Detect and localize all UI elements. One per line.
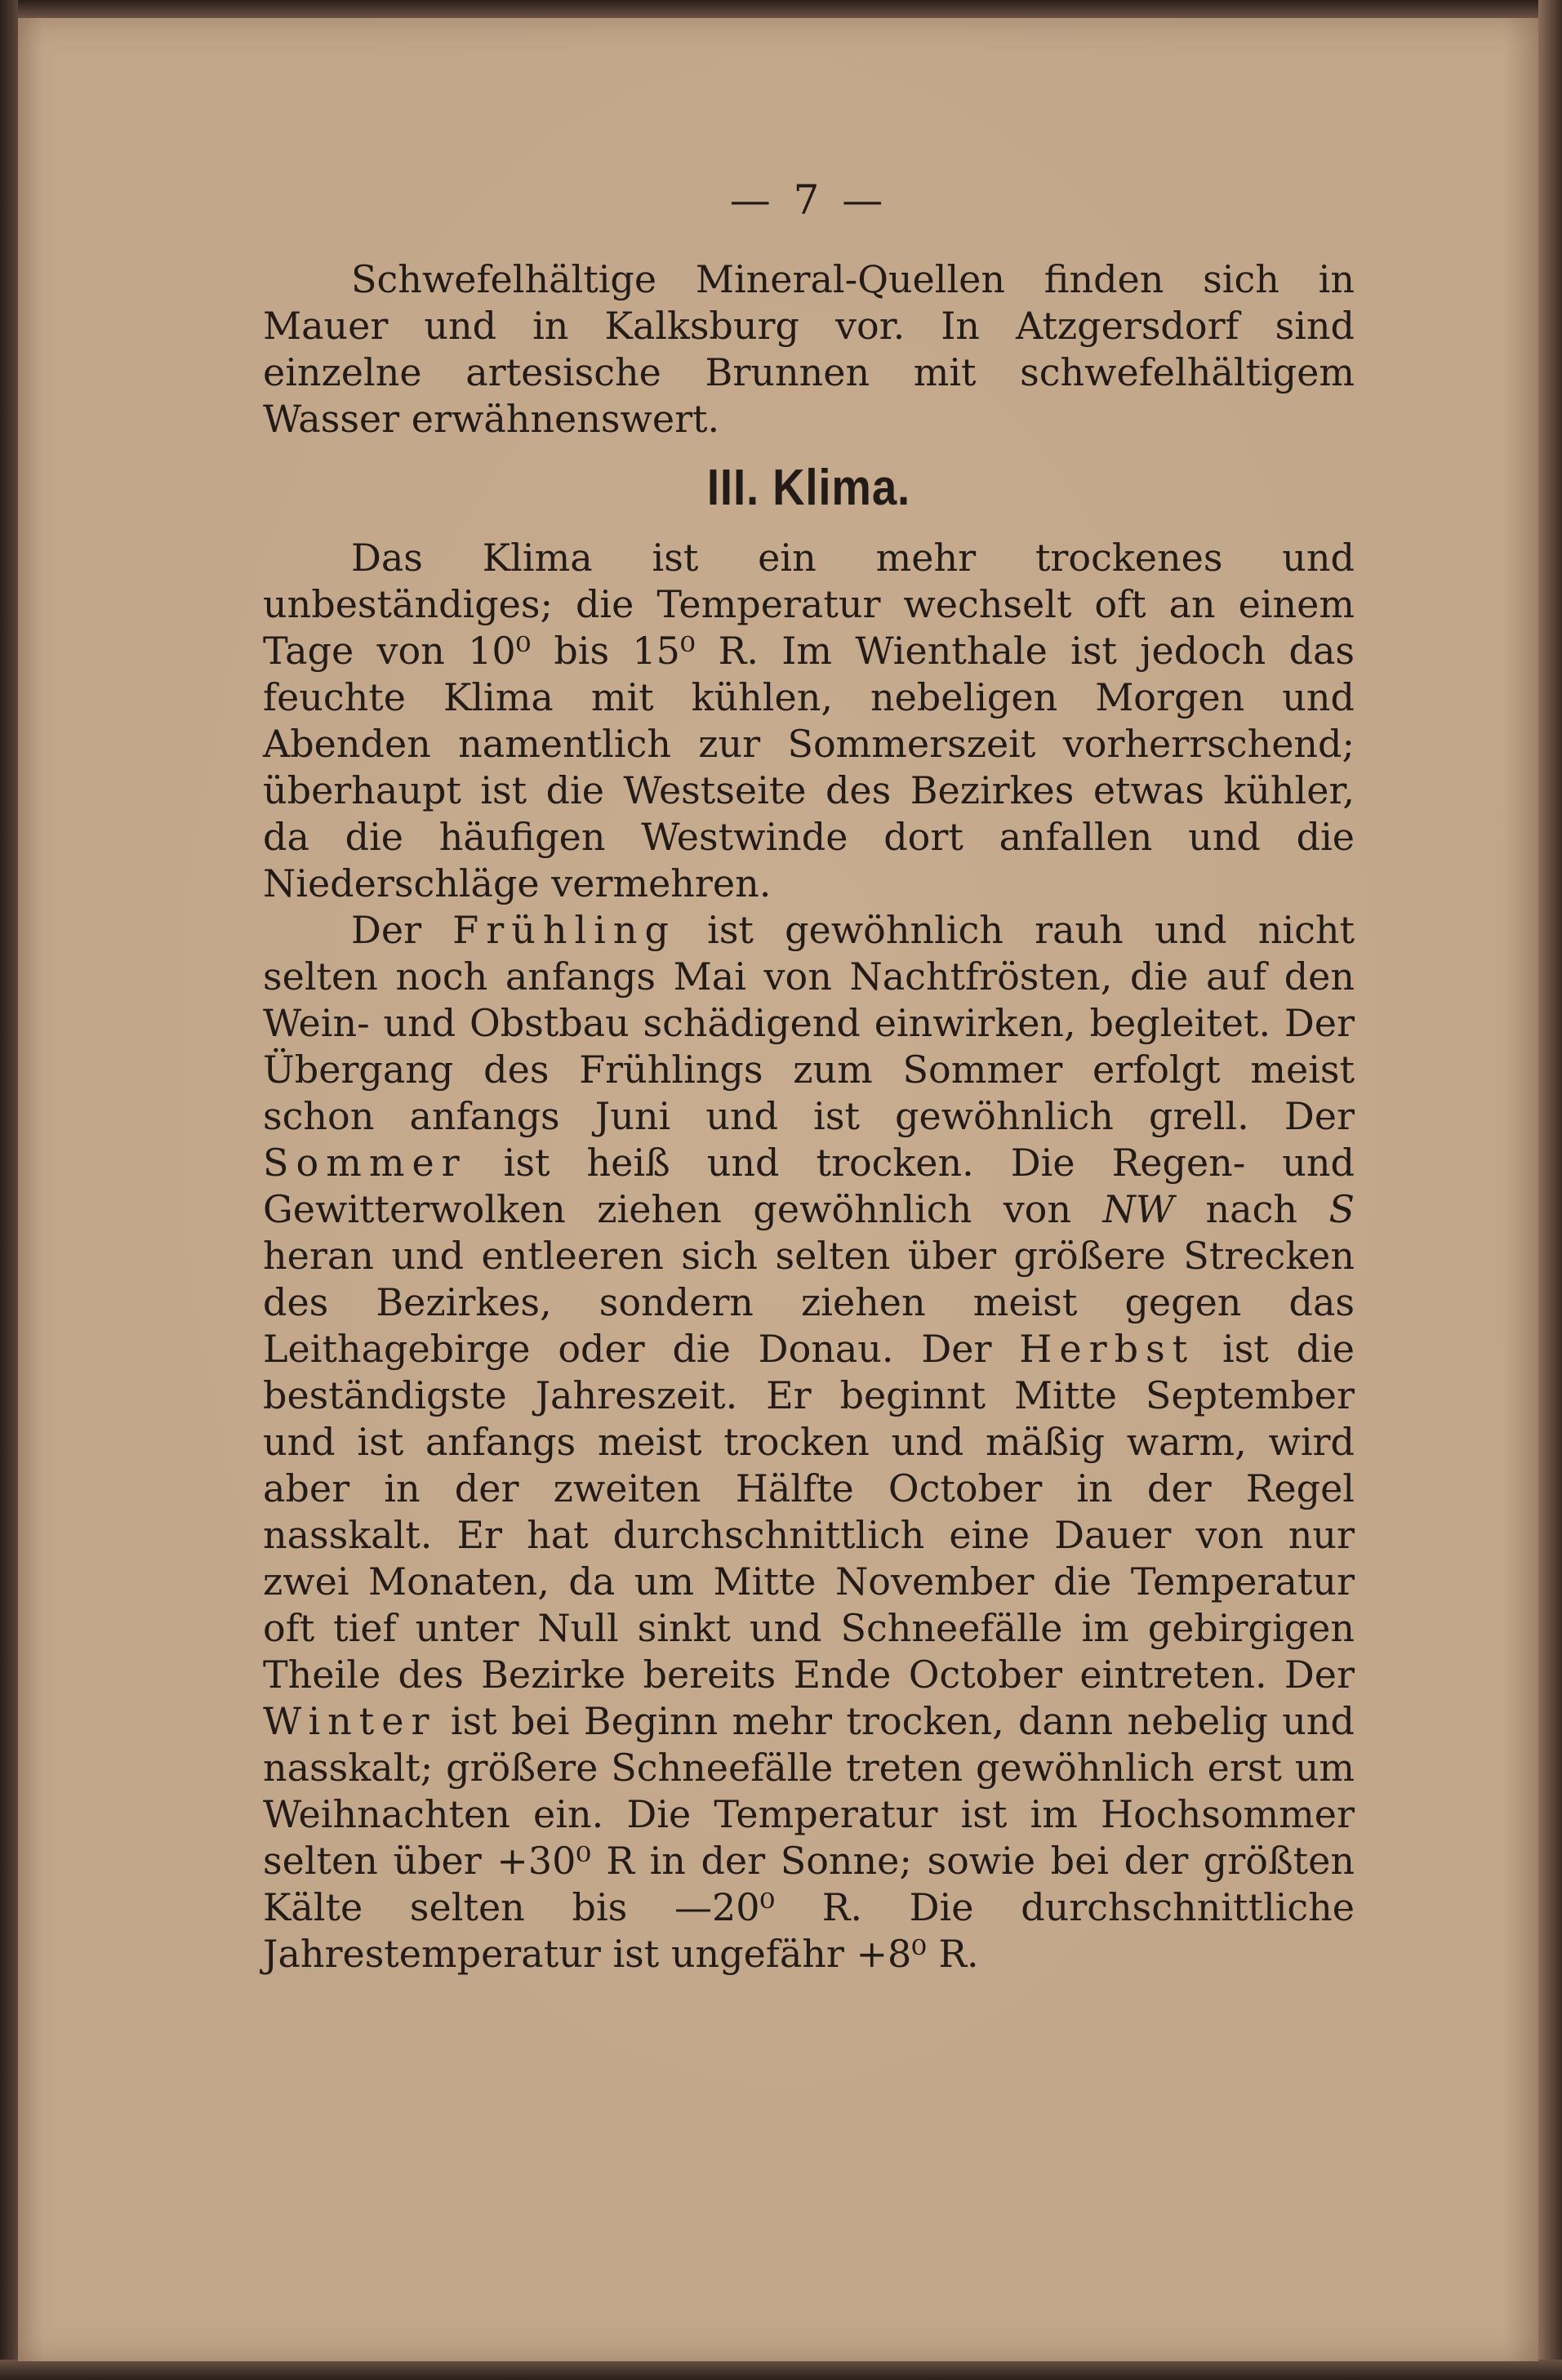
- term-sommer: Sommer: [263, 1141, 467, 1185]
- page-right-edge: [1538, 0, 1562, 2380]
- paragraph-mineral-springs: Schwefelhältige Mineral-Quellen finden sich in Mauer und in Kalksburg vor. In Atzgersdorf sind einzelne artesische Brunnen mit schwefelhältigem Wasser erwähnenswert.: [263, 257, 1355, 441]
- text-run: Der: [351, 908, 453, 952]
- text-run: ist die beständigste Jahreszeit. Er beginnt Mitte September und ist anfangs meist trocken und mäßig warm, wird aber in der zweiten Hälfte October in der Regel nasskalt. Er hat durchschnittlich eine Dauer von nur zwei Monaten, da um Mitte November die Temperatur oft tief unter Null sinkt und Schneefälle im gebirgigen Theile des Bezirke bereits Ende October eintreten. Der: [263, 1327, 1355, 1697]
- term-fruehling: Frühling: [452, 908, 676, 952]
- book-spine-edge: [0, 0, 18, 2380]
- section-heading: III. Klima.: [706, 460, 911, 516]
- text-run: heran und entleeren sich selten über größere Strecken des Bezirkes, sondern ziehen meist gegen das Leithagebirge oder die Donau. Der: [263, 1234, 1355, 1371]
- term-herbst: Herbst: [1019, 1327, 1195, 1371]
- page-bottom-edge: [0, 2360, 1562, 2380]
- paragraph-climate: Das Klima ist ein mehr trockenes und unbeständiges; die Temperatur wechselt oft an einem Tage von 10⁰ bis 15⁰ R. Im Wienthale ist jedoch das feuchte Klima mit kühlen, nebeligen Morgen und Abenden namentlich zur Sommerszeit vorherrschend; überhaupt ist die Westseite des Bezirkes etwas kühler, da die häufigen Westwinde dort anfallen und die Niederschläge vermehren.: [263, 536, 1355, 905]
- page-top-edge: [0, 0, 1562, 18]
- text-run: ist gewöhnlich rauh und nicht selten noch anfangs Mai von Nachtfrösten, die auf den Wein- und Obstbau schädigend einwirken, begleitet. Der Übergang des Frühlings zum Sommer erfolgt meist schon anfangs Juni und ist gewöhnlich grell. Der: [263, 908, 1355, 1138]
- page-number: — 7 —: [729, 176, 888, 224]
- text-run: ist heiß und trocken. Die Regen- und Gewitterwolken ziehen gewöhnlich von: [263, 1141, 1355, 1231]
- direction-nw: NW: [1102, 1187, 1175, 1231]
- paragraph-seasons: [263, 907, 1355, 1977]
- text-run: ist bei Beginn mehr trocken, dann nebelig und nasskalt; größere Schneefälle treten gewöhnlich erst um Weihnachten ein. Die Temperatur ist im Hochsommer selten über +30⁰ R in der Sonne; sowie bei der größten Kälte selten bis —20⁰ R. Die durchschnittliche Jahrestemperatur ist ungefähr +8⁰ R.: [263, 1699, 1355, 1976]
- text-run: nach: [1174, 1187, 1329, 1231]
- page-content: [263, 163, 1355, 1977]
- direction-s: S: [1328, 1187, 1355, 1231]
- term-winter: Winter: [263, 1699, 437, 1743]
